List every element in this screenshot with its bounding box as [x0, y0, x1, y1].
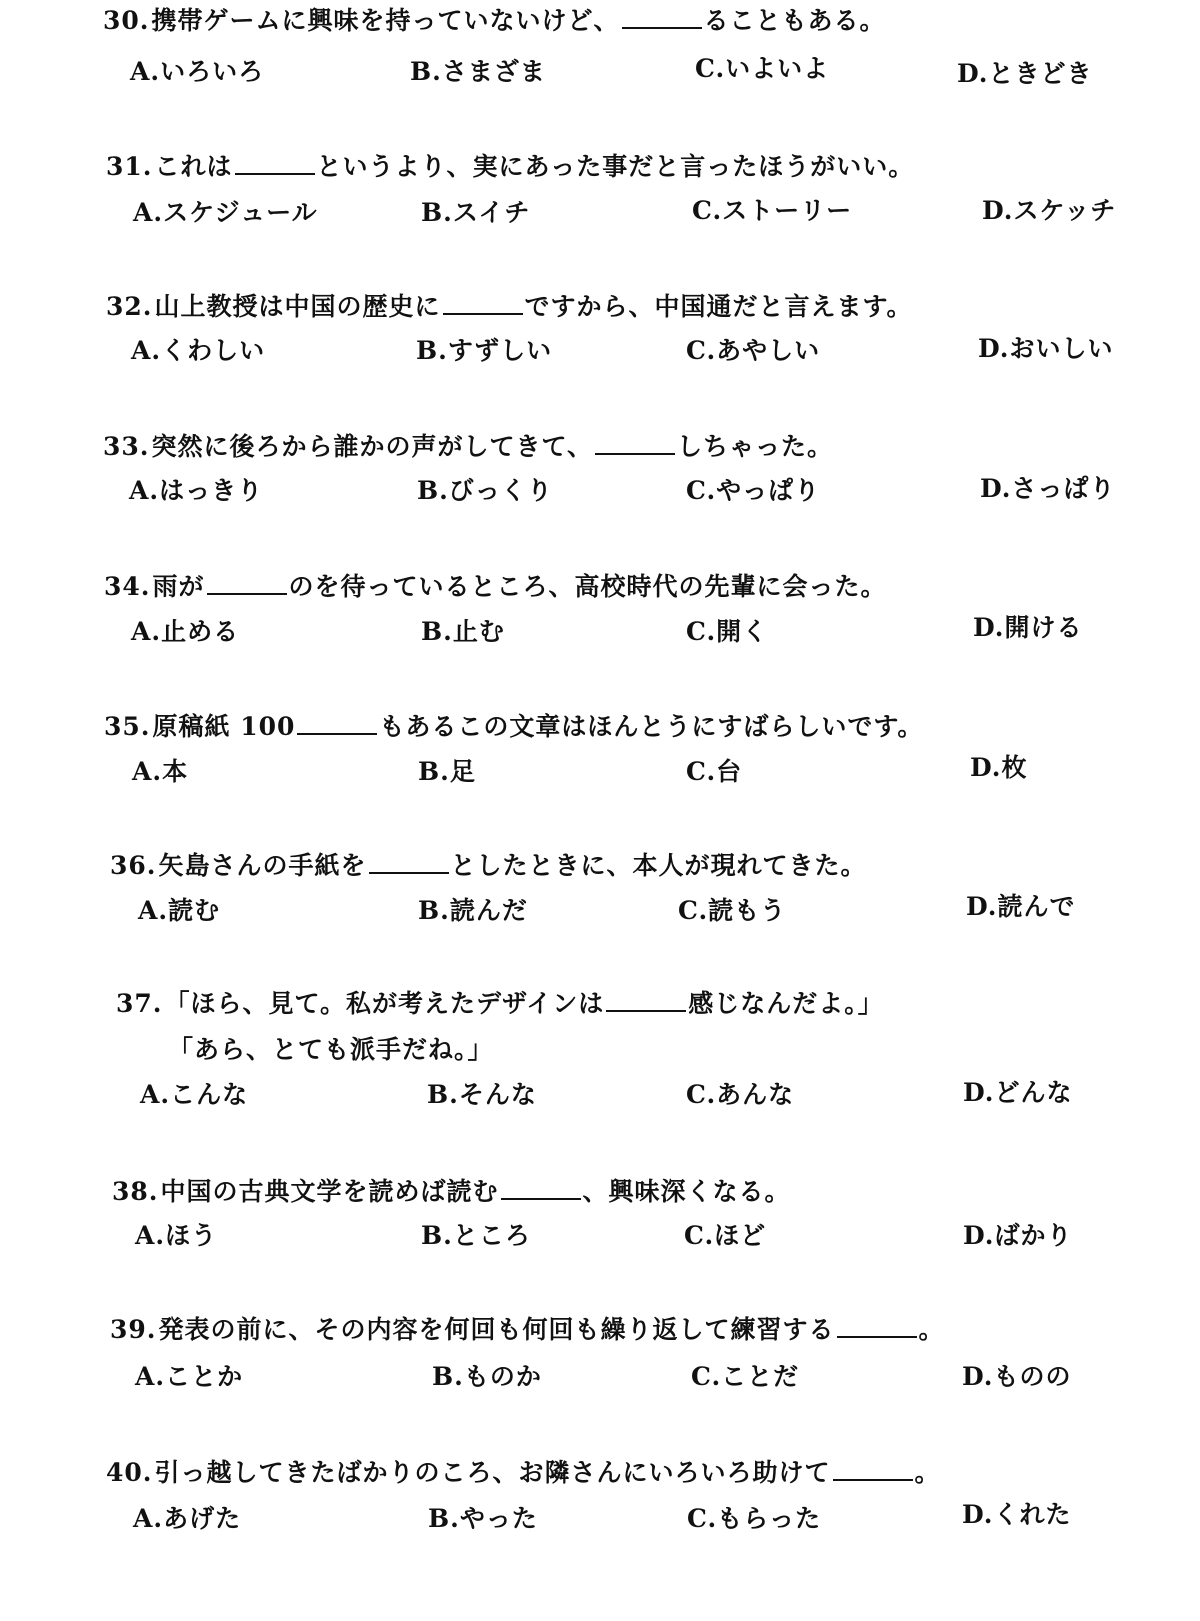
option-c: C.読もう — [678, 896, 787, 925]
option-d: D.開ける — [973, 613, 1083, 642]
answer-blank — [837, 1314, 917, 1338]
question-text — [103, 4, 886, 38]
answer-blank — [207, 571, 287, 595]
option-b: B.読んだ — [418, 896, 528, 925]
answer-blank — [443, 291, 523, 315]
answer-blank — [622, 5, 702, 29]
option-d: D.おいしい — [978, 334, 1114, 363]
question-number: 39. — [110, 1315, 157, 1344]
question-stem-after: というより、実にあった事だと言ったほうがいい。 — [316, 152, 915, 181]
option-c: C.ストーリー — [692, 196, 853, 225]
question-text — [104, 710, 923, 744]
question-stem-after: 。 — [918, 1315, 945, 1344]
option-a: A.読む — [138, 896, 221, 925]
question-number: 38. — [112, 1177, 159, 1206]
option-b: B.びっくり — [417, 476, 553, 505]
question-number: 34. — [104, 572, 151, 601]
question-stem-before: 突然に後ろから誰かの声がしてきて、 — [151, 432, 594, 461]
option-a: A.はっきり — [129, 476, 264, 505]
option-b: B.さまざま — [410, 57, 546, 86]
question-stem-before: 「ほら、見て。私が考えたデザインは — [164, 989, 605, 1018]
answer-blank — [833, 1457, 913, 1481]
question-stem-after: もあるこの文章はほんとうにすばらしいです。 — [379, 712, 924, 741]
option-b: B.スイチ — [421, 198, 531, 227]
question-stem-after: としたときに、本人が現れてきた。 — [450, 851, 867, 880]
question-number: 36. — [110, 851, 157, 880]
question-stem-after: ることもある。 — [703, 6, 886, 35]
option-c: C.もらった — [687, 1504, 822, 1533]
answer-blank — [501, 1176, 581, 1200]
question-stem-after: 。 — [914, 1458, 941, 1487]
question-number: 31. — [106, 152, 153, 181]
question-stem-before: 雨が — [152, 572, 205, 601]
option-a: A.いろいろ — [130, 57, 265, 86]
question-text — [103, 430, 833, 464]
question-number: 32. — [106, 292, 153, 321]
option-b: B.やった — [428, 1504, 538, 1533]
question-text — [112, 1175, 791, 1209]
question-text-second-line: 「あら、とても派手だね。」 — [168, 1035, 494, 1064]
question-text — [110, 849, 867, 883]
question-text — [106, 290, 913, 324]
option-c: C.いよいよ — [695, 54, 830, 83]
option-d: D.枚 — [970, 753, 1028, 782]
option-b: B.止む — [421, 617, 505, 646]
question-stem-after: 、興味深くなる。 — [582, 1177, 791, 1206]
question-number: 33. — [103, 432, 150, 461]
question-number: 40. — [106, 1458, 153, 1487]
option-a: A.ほう — [135, 1221, 218, 1250]
question-number: 37. — [116, 989, 163, 1018]
option-d: D.ときどき — [957, 59, 1093, 88]
question-stem-after: しちゃった。 — [677, 432, 834, 461]
option-c: C.やっぱり — [686, 476, 821, 505]
question-text — [104, 570, 887, 604]
option-d: D.どんな — [963, 1078, 1073, 1107]
question-number: 35. — [104, 712, 151, 741]
question-stem-before: 携帯ゲームに興味を持っていないけど、 — [151, 6, 620, 35]
question-stem-after: のを待っているところ、高校時代の先輩に会った。 — [288, 572, 887, 601]
answer-blank — [606, 988, 686, 1012]
answer-blank — [369, 850, 449, 874]
question-text — [110, 1313, 945, 1347]
question-text — [106, 1456, 941, 1490]
option-b: B.足 — [418, 757, 476, 786]
option-a: A.こんな — [140, 1080, 249, 1109]
option-a: A.本 — [132, 757, 189, 786]
option-d: D.くれた — [962, 1500, 1072, 1529]
answer-blank — [595, 431, 675, 455]
option-b: B.ところ — [421, 1221, 531, 1250]
option-b: B.ものか — [432, 1362, 542, 1391]
option-c: C.開く — [686, 617, 769, 646]
question-stem-before: 山上教授は中国の歴史に — [154, 292, 441, 321]
question-stem-after: ですから、中国通だと言えます。 — [524, 292, 913, 321]
option-c: C.ほど — [684, 1221, 767, 1250]
question-text — [116, 987, 884, 1021]
option-a: A.ことか — [135, 1362, 244, 1391]
option-a: A.くわしい — [131, 336, 266, 365]
option-d: D.ものの — [962, 1362, 1072, 1391]
question-stem-before: 中国の古典文学を読めば読む — [160, 1177, 499, 1206]
option-c: C.台 — [686, 757, 743, 786]
option-d: D.読んで — [966, 892, 1076, 921]
answer-blank — [235, 151, 315, 175]
option-c: C.あやしい — [686, 336, 821, 365]
option-d: D.さっぱり — [980, 474, 1116, 503]
option-c: C.あんな — [686, 1080, 795, 1109]
option-d: D.スケッチ — [982, 196, 1117, 225]
option-c: C.ことだ — [691, 1362, 800, 1391]
question-stem-before: 原稿紙 100 — [152, 712, 296, 741]
question-stem-before: 発表の前に、その内容を何回も何回も繰り返して練習する — [158, 1315, 835, 1344]
option-b: B.すずしい — [416, 336, 553, 365]
question-stem-after: 感じなんだよ。」 — [688, 989, 884, 1018]
option-d: D.ばかり — [963, 1221, 1073, 1250]
option-a: A.止める — [131, 617, 240, 646]
question-text — [106, 150, 914, 184]
option-a: A.あげた — [133, 1504, 242, 1533]
question-stem-before: 矢島さんの手紙を — [158, 851, 367, 880]
option-a: A.スケジュール — [133, 198, 318, 227]
question-stem-before: これは — [154, 152, 233, 181]
answer-blank — [297, 711, 377, 735]
option-b: B.そんな — [427, 1080, 537, 1109]
question-stem-before: 引っ越してきたばかりのころ、お隣さんにいろいろ助けて — [154, 1458, 831, 1487]
question-number: 30. — [103, 6, 150, 35]
